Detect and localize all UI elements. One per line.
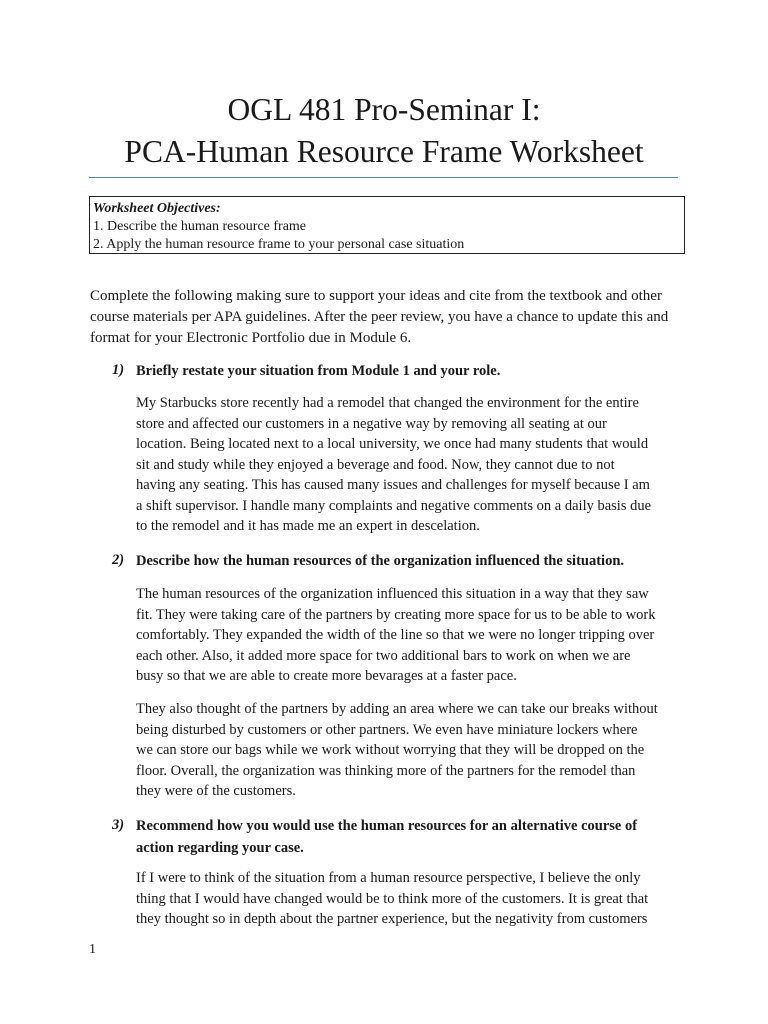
text-line: being disturbed by customers or other partners. We even have miniature lockers where xyxy=(136,721,638,738)
text-line: They also thought of the partners by adding an area where we can take our breaks without xyxy=(136,701,658,717)
text-line: having any seating. This has caused many issues and challenges for myself because I am xyxy=(136,477,650,493)
question-1-answer xyxy=(136,393,696,537)
text-line: we can store our bags while we work without worrying that they will be dropped on the xyxy=(136,742,645,758)
text-line: action regarding your case. xyxy=(136,840,304,856)
objective-item: 2. Apply the human resource frame to your personal case situation xyxy=(93,237,465,252)
text-line: Complete the following making sure to support your ideas and cite from the textbook and other xyxy=(90,288,662,304)
question-2-number: 2) xyxy=(112,552,125,568)
text-line: Describe how the human resources of the organization influenced the situation. xyxy=(136,553,625,569)
text-line: Recommend how you would use the human resources for an alternative course of xyxy=(136,818,638,834)
worksheet-objectives-box xyxy=(89,196,685,254)
text-line: format for your Electronic Portfolio due in Module 6. xyxy=(90,329,412,346)
text-line: The human resources of the organization influenced this situation in a way that they saw xyxy=(136,586,649,602)
objectives-heading: Worksheet Objectives: xyxy=(93,201,221,216)
question-3-answer xyxy=(136,868,696,930)
text-line: Briefly restate your situation from Module 1 and your role. xyxy=(136,363,501,379)
document-title-line-1: OGL 481 Pro-Seminar I: xyxy=(227,92,541,127)
text-line: comfortably. They expanded the width of the line so that we were no longer tripping over xyxy=(136,627,655,643)
document-title-line-2: PCA-Human Resource Frame Worksheet xyxy=(124,134,644,169)
text-line: to the remodel and it has made me an expert in descelation. xyxy=(136,518,480,534)
text-line: sit and study while they enjoyed a beverage and food. Now, they cannot due to not xyxy=(136,456,615,473)
question-2-prompt xyxy=(136,550,696,572)
text-line: location. Being located next to a local university, we once had many students that would xyxy=(136,436,649,452)
instructions-paragraph xyxy=(90,286,690,348)
objective-item: 1. Describe the human resource frame xyxy=(93,219,307,234)
text-line: fit. They were taking care of the partners by creating more space for us to be able to work xyxy=(136,606,656,623)
question-3-number: 3) xyxy=(112,817,125,833)
text-line: a shift supervisor. I handle many complaints and negative comments on a daily basis due xyxy=(136,497,652,514)
question-2-answer-paragraph-2 xyxy=(136,699,696,802)
question-2-answer-paragraph-1 xyxy=(136,584,696,687)
text-line: If I were to think of the situation from a human resource perspective, I believe the only xyxy=(136,870,641,886)
text-line: floor. Overall, the organization was thinking more of the partners for the remodel than xyxy=(136,762,636,779)
question-1-prompt xyxy=(136,360,696,382)
text-line: My Starbucks store recently had a remodel that changed the environment for the entire xyxy=(136,395,639,411)
text-line: each other. Also, it added more space for two additional bars to work on when we are xyxy=(136,647,631,664)
question-3-prompt xyxy=(136,815,696,859)
text-line: they were of the customers. xyxy=(136,783,296,799)
text-line: store and affected our customers in a negative way by removing all seating at our xyxy=(136,415,607,432)
title-divider xyxy=(89,177,678,178)
text-line: they thought so in depth about the partner experience, but the negativity from customers xyxy=(136,911,648,927)
text-line: thing that I would have changed would be to think more of the customers. It is great that xyxy=(136,890,649,907)
question-1-number: 1) xyxy=(112,362,125,378)
text-line: busy so that we are able to create more bevarages at a faster pace. xyxy=(136,668,517,684)
page-number: 1 xyxy=(89,942,96,957)
text-line: course materials per APA guidelines. After the peer review, you have a chance to update this and xyxy=(90,308,669,325)
